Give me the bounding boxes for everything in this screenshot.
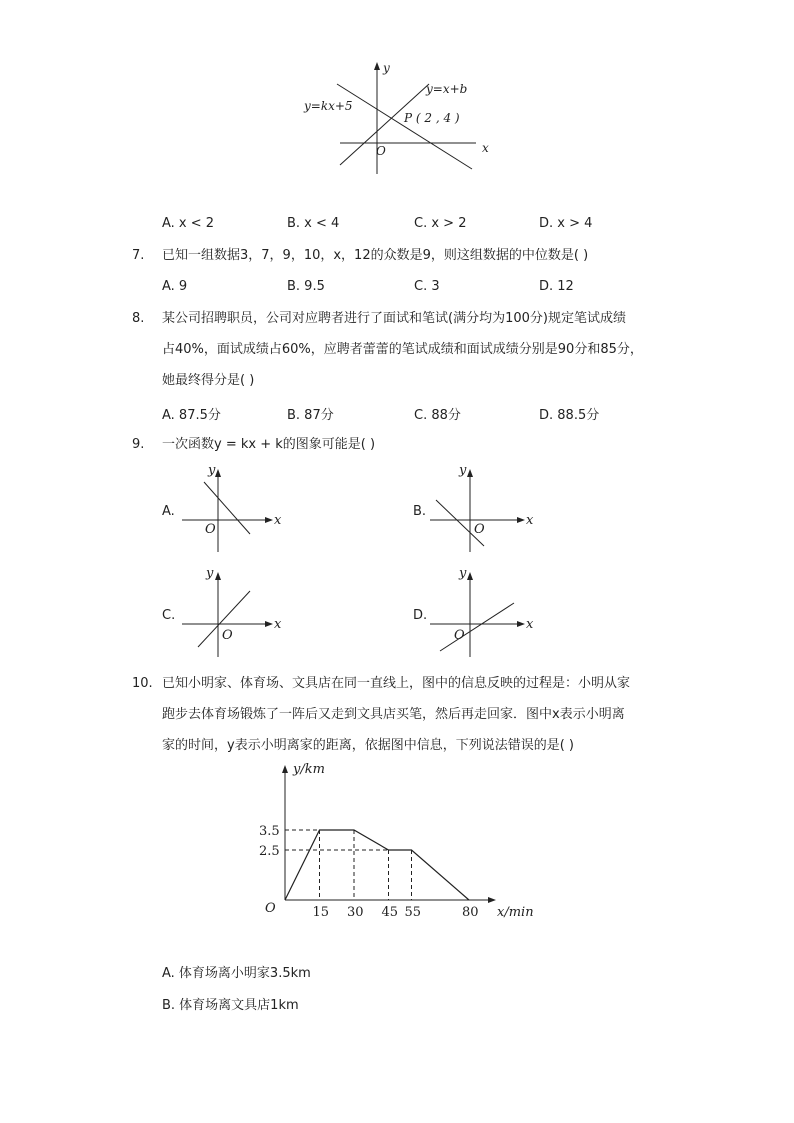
q6-line2-label: y=x+b <box>426 82 468 96</box>
q6-point-label: P ( 2 , 4 ) <box>404 111 460 125</box>
q10-y-tick-3.5: 3.5 <box>259 824 280 839</box>
q6-y-arrow <box>374 62 380 70</box>
q10-x-tick-80: 80 <box>462 905 479 920</box>
q6-option-d[interactable]: D. x > 4 <box>539 216 593 231</box>
q9b-y-arrow <box>467 469 473 477</box>
q9a-x-arrow <box>265 517 273 523</box>
q8-number: 8. <box>132 311 145 326</box>
q9b-origin-label: O <box>474 522 485 537</box>
q9d-x-arrow <box>517 621 525 627</box>
q10-x-label: x/min <box>497 905 534 920</box>
q10-y-tick-2.5: 2.5 <box>259 844 280 859</box>
q6-line1-label: y=kx+5 <box>304 99 353 113</box>
q10-series-line <box>285 830 469 900</box>
q7-option-a[interactable]: A. 9 <box>162 279 188 294</box>
q9-number: 9. <box>132 437 145 452</box>
q9d-origin-label: O <box>454 628 465 643</box>
q9b-x-label: x <box>526 513 534 528</box>
q9a-y-label: y <box>208 463 216 478</box>
q6-y-label: y <box>383 61 390 75</box>
q9b-y-label: y <box>459 463 467 478</box>
q9-option-a-label[interactable]: A. <box>162 504 175 519</box>
q9-option-d-label[interactable]: D. <box>413 608 428 623</box>
q9d-x-label: x <box>526 617 534 632</box>
q8-option-c[interactable]: C. 88分 <box>414 408 461 423</box>
q9d-y-label: y <box>459 566 467 581</box>
q10-x-arrow <box>488 897 496 903</box>
q7-option-c[interactable]: C. 3 <box>414 279 440 294</box>
q6-line-kx5 <box>337 84 472 169</box>
q8-line-2: 占40%，面试成绩占60%，应聘者蕾蕾的笔试成绩和面试成绩分别是90分和85分， <box>162 342 643 357</box>
q9-option-c-graph[interactable] <box>176 565 296 661</box>
q9a-origin-label: O <box>205 522 216 537</box>
q9-text: 一次函数y = kx + k的图象可能是( ) <box>162 437 376 452</box>
q9-option-b-graph[interactable] <box>424 462 544 558</box>
q9d-y-arrow <box>467 572 473 580</box>
q10-x-tick-15: 15 <box>312 905 330 920</box>
q10-origin-label: O <box>265 901 276 916</box>
q6-option-c[interactable]: C. x > 2 <box>414 216 467 231</box>
q10-chart <box>255 756 545 926</box>
q10-line-1: 已知小明家、体育场、文具店在同一直线上，图中的信息反映的过程是：小明从家 <box>162 676 631 691</box>
q9c-x-arrow <box>265 621 273 627</box>
q9a-y-arrow <box>215 469 221 477</box>
q8-option-a[interactable]: A. 87.5分 <box>162 408 221 423</box>
q6-x-label: x <box>482 141 489 155</box>
q10-x-tick-45: 45 <box>381 905 399 920</box>
q9c-y-arrow <box>215 572 221 580</box>
q10-line-2: 跑步去体育场锻炼了一阵后又走到文具店买笔，然后再走回家．图中x表示小明离 <box>162 707 625 722</box>
q10-x-tick-55: 55 <box>404 905 422 920</box>
q9c-x-label: x <box>274 617 282 632</box>
q10-number: 10. <box>132 676 153 691</box>
q10-line-3: 家的时间，y表示小明离家的距离，依据图中信息，下列说法错误的是( ) <box>162 738 574 753</box>
q9b-x-arrow <box>517 517 525 523</box>
q10-x-tick-30: 30 <box>347 905 364 920</box>
q10-y-arrow <box>282 765 288 773</box>
q7-option-b[interactable]: B. 9.5 <box>287 279 325 294</box>
q10-y-label: y/km <box>293 762 325 777</box>
q6-figure <box>296 58 501 178</box>
q9c-origin-label: O <box>222 628 233 643</box>
q9a-x-label: x <box>274 513 282 528</box>
q9d-graph-line <box>440 603 514 651</box>
q9-option-c-label[interactable]: C. <box>162 608 176 623</box>
q10-option-b[interactable]: B. 体育场离文具店1km <box>162 998 299 1013</box>
q7-number: 7. <box>132 248 145 263</box>
q9-option-a-graph[interactable] <box>176 462 296 558</box>
q9-option-b-label[interactable]: B. <box>413 504 427 519</box>
q8-line-3: 她最终得分是( ) <box>162 373 255 388</box>
q7-option-d[interactable]: D. 12 <box>539 279 574 294</box>
q8-option-b[interactable]: B. 87分 <box>287 408 334 423</box>
q9-option-d-graph[interactable] <box>424 565 544 661</box>
q7-text: 已知一组数据3，7，9，10，x，12的众数是9，则这组数据的中位数是( ) <box>162 248 589 263</box>
q8-line-1: 某公司招聘职员，公司对应聘者进行了面试和笔试(满分均为100分)规定笔试成绩 <box>162 311 626 326</box>
q9c-y-label: y <box>206 566 214 581</box>
q10-option-a[interactable]: A. 体育场离小明家3.5km <box>162 966 311 981</box>
q6-origin-label: O <box>376 144 386 158</box>
q8-option-d[interactable]: D. 88.5分 <box>539 408 600 423</box>
q6-option-a[interactable]: A. x < 2 <box>162 216 215 231</box>
q6-option-b[interactable]: B. x < 4 <box>287 216 340 231</box>
